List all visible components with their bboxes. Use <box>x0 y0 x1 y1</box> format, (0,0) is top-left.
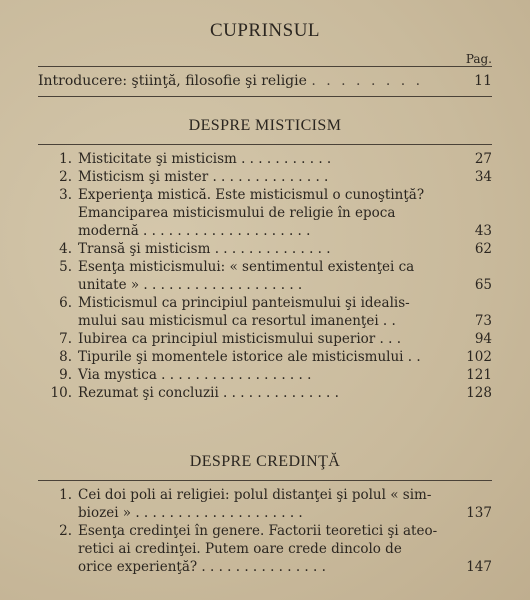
toc-entry-number: 5. <box>59 259 72 275</box>
toc-entry-line <box>38 486 492 504</box>
toc-entry-text: retici ai credinţei. Putem oare crede dincolo de <box>78 541 402 557</box>
toc-entry-number: 1. <box>59 151 72 167</box>
intro-entry <box>38 72 492 90</box>
toc-entry-page: 34 <box>474 169 492 185</box>
toc-entry-text: Tipurile şi momentele istorice ale misticismului . . <box>78 349 421 365</box>
toc-entry <box>38 330 492 348</box>
toc-entry-line <box>38 504 492 522</box>
toc-entry-number: 2. <box>59 523 72 539</box>
toc-entry-line <box>38 204 492 222</box>
section-rule-misticism <box>38 144 492 145</box>
toc-entry-page: 137 <box>466 505 492 521</box>
toc-entry-number: 2. <box>59 169 72 185</box>
toc-entry-number: 6. <box>59 295 72 311</box>
toc-entry <box>38 348 492 366</box>
toc-entry-text: biozei » . . . . . . . . . . . . . . . . . . . . <box>78 505 303 521</box>
toc-entry-number: 3. <box>59 187 72 203</box>
intro-text: Introducere: ştiinţă, filosofie şi religie <box>38 73 307 89</box>
toc-entry <box>38 150 492 168</box>
toc-entry-text: Rezumat şi concluzii . . . . . . . . . . . . . . <box>78 385 339 401</box>
toc-entry-page: 128 <box>466 385 492 401</box>
toc-entry-text: orice experienţă? . . . . . . . . . . . . . . . <box>78 559 326 575</box>
toc-entry-line <box>38 294 492 312</box>
intro-page: 11 <box>474 73 492 89</box>
toc-entry-page: 43 <box>474 223 492 239</box>
toc-entry-number: 10. <box>50 385 72 401</box>
toc-entry-text: mului sau misticismul ca resortul imanenţei . . <box>78 313 396 329</box>
section-rule-credinta <box>38 480 492 481</box>
toc-entry-line <box>38 348 492 366</box>
toc-entry-line <box>38 168 492 186</box>
toc-entry-line <box>38 366 492 384</box>
toc-entry-page: 65 <box>474 277 492 293</box>
toc-entry-line <box>38 186 492 204</box>
page-column-label: Pag. <box>465 52 492 66</box>
toc-entry-line <box>38 312 492 330</box>
toc-entry-page: 94 <box>474 331 492 347</box>
toc-entry-text: Cei doi poli ai religiei: polul distanţei şi polul « sim- <box>78 487 432 503</box>
toc-entry-line <box>38 384 492 402</box>
toc-entry-page: 102 <box>466 349 492 365</box>
toc-entry-line <box>38 258 492 276</box>
toc-entry-number: 1. <box>59 487 72 503</box>
title-rule <box>38 66 492 67</box>
intro-rule <box>38 96 492 97</box>
toc-entry <box>38 258 492 294</box>
toc-entry-line <box>38 222 492 240</box>
toc-entry-text: Experienţa mistică. Este misticismul o cunoştinţă? <box>78 187 425 203</box>
toc-entry-line <box>38 540 492 558</box>
toc-entry-line <box>38 330 492 348</box>
toc-entry-number: 4. <box>59 241 72 257</box>
toc-entry-page: 73 <box>474 313 492 329</box>
toc-entry-line <box>38 522 492 540</box>
section-entries-credinta <box>38 486 492 576</box>
page-title: CUPRINSUL <box>209 20 321 41</box>
section-heading-credinta: DESPRE CREDINŢĂ <box>189 453 341 470</box>
toc-entry-line <box>38 150 492 168</box>
toc-entry-line <box>38 240 492 258</box>
toc-entry-text: modernă . . . . . . . . . . . . . . . . . . . . <box>78 223 311 239</box>
toc-entry-text: Esenţa credinţei în genere. Factorii teoretici şi ateo- <box>78 523 438 539</box>
toc-entry-page: 27 <box>474 151 492 167</box>
toc-entry-text: Esenţa misticismului: « sentimentul existenţei ca <box>78 259 415 275</box>
toc-entry-page: 62 <box>474 241 492 257</box>
toc-entry-text: Misticismul ca principiul panteismului şi idealis- <box>78 295 410 311</box>
toc-entry-text: Misticism şi mister . . . . . . . . . . . . . . <box>78 169 329 185</box>
toc-entry <box>38 240 492 258</box>
toc-entry-number: 7. <box>59 331 72 347</box>
toc-entry <box>38 384 492 402</box>
toc-entry-line <box>38 558 492 576</box>
toc-entry-text: Emanciparea misticismului de religie în epoca <box>78 205 396 221</box>
toc-entry-number: 8. <box>59 349 72 365</box>
toc-entry <box>38 168 492 186</box>
toc-entry-number: 9. <box>59 367 72 383</box>
toc-entry <box>38 186 492 240</box>
toc-entry-text: Transă şi misticism . . . . . . . . . . . . . . <box>78 241 331 257</box>
toc-entry <box>38 522 492 576</box>
toc-entry-text: unitate » . . . . . . . . . . . . . . . . . . . <box>78 277 303 293</box>
toc-entry-page: 121 <box>466 367 492 383</box>
toc-entry-line <box>38 276 492 294</box>
section-heading-misticism: DESPRE MISTICISM <box>188 117 342 134</box>
section-entries-misticism <box>38 150 492 402</box>
toc-entry <box>38 366 492 384</box>
toc-entry <box>38 486 492 522</box>
toc-entry <box>38 294 492 330</box>
toc-entry-text: Via mystica . . . . . . . . . . . . . . . . . . <box>78 367 312 383</box>
toc-entry-text: Iubirea ca principiul misticismului superior . . . <box>78 331 401 347</box>
intro-dots: . . . . . . . . <box>311 73 424 89</box>
toc-entry-page: 147 <box>466 559 492 575</box>
toc-entry-text: Misticitate şi misticism . . . . . . . . . . . <box>78 151 332 167</box>
